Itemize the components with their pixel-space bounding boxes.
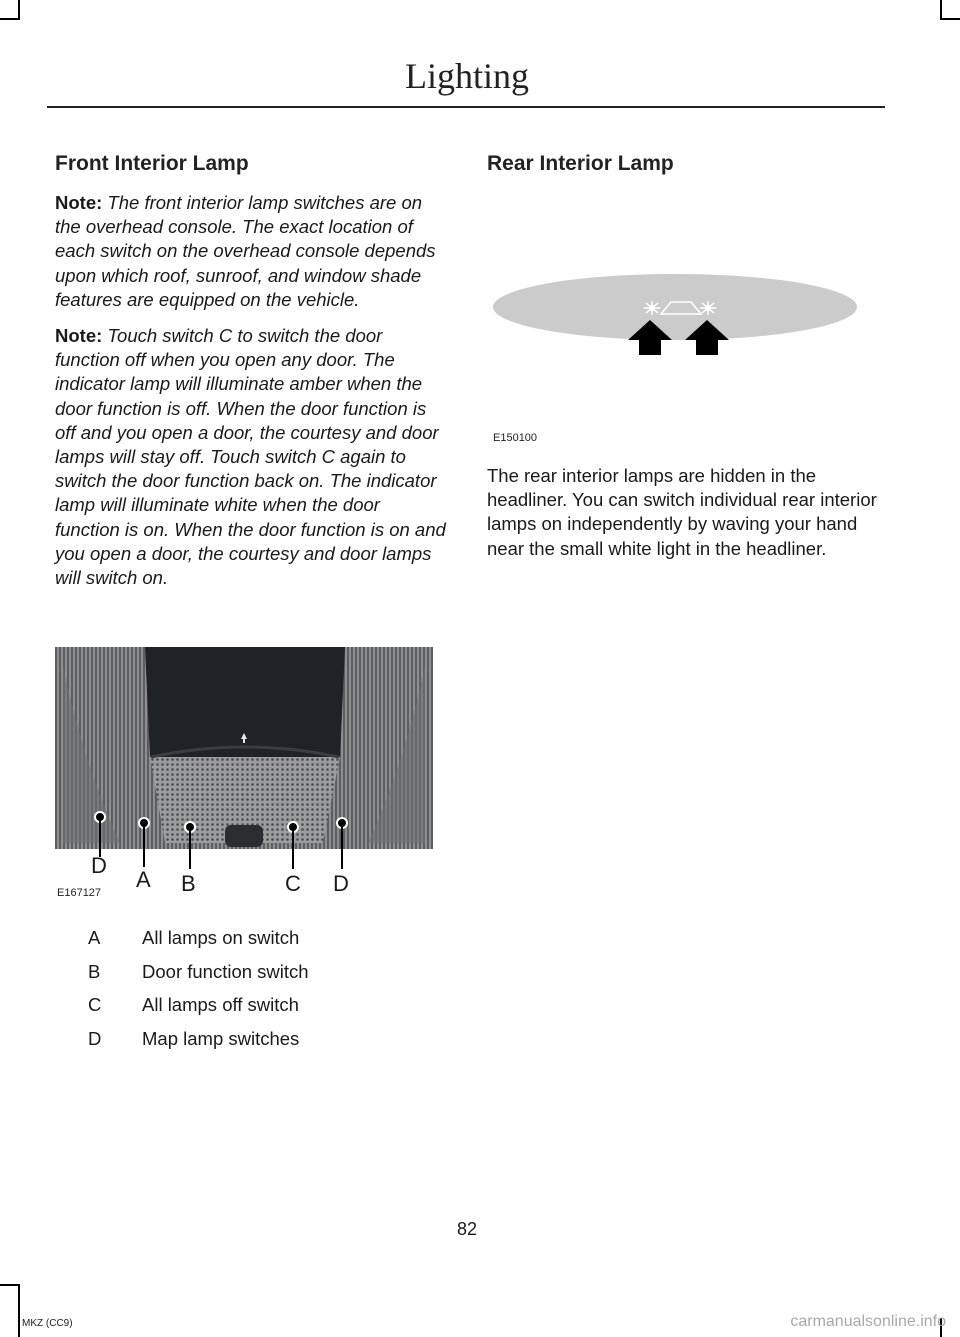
page-title: Lighting [405,56,529,96]
watermark: carmanualsonline.info [790,1313,946,1330]
header-rule [47,106,885,108]
rear-lamp-paragraph: The rear interior lamps are hidden in the headliner. You can switch individual rear interior lamps on independently by waving your hand near the small white light in the headliner. [487,465,877,559]
legend-key: A [88,927,101,948]
front-interior-lamp-section [55,150,448,590]
crop-mark [18,1284,20,1337]
headliner-diagram [487,266,865,396]
crop-mark [0,18,20,20]
overhead-console-figure [55,647,433,909]
legend-desc: Map lamp switches [142,1027,300,1049]
page-number: 82 [456,1219,478,1239]
rear-lamp-figure [487,266,865,450]
note-label: Note: [55,325,103,347]
legend-desc: All lamps on switch [142,927,300,948]
note-text: Touch switch C to switch the door function off when you open any door. The indicator lamp will illuminate amber when the door function is off. When the door function is off and you open a door, the courtesy and door lamps will stay off. Touch switch C again to switch the door function back on. The indicator lamp will illuminate white when the door function is on. When the door function is on and you open a door, the courtesy and door lamps will switch on. [55,325,446,589]
legend-key: B [88,960,101,982]
callout-label-d: D [333,871,349,896]
section-heading: Rear Interior Lamp [487,152,674,175]
legend-key: D [88,1027,102,1049]
legend-desc: All lamps off switch [142,994,299,1015]
legend-desc: Door function switch [142,960,309,982]
legend-row [88,994,448,1028]
note-label: Note: [55,192,103,213]
crop-mark [940,18,960,20]
legend-row [88,927,448,961]
model-code: MKZ (CC9) [22,1318,73,1329]
section-heading: Front Interior Lamp [55,152,249,175]
crop-mark [0,1284,20,1286]
callout-label-a: A [136,867,151,892]
legend-key: C [88,994,102,1015]
rear-interior-lamp-section [487,150,882,178]
overhead-console-photo [55,647,433,909]
note-paragraph [55,191,448,312]
note-paragraph [55,324,448,590]
crop-mark [18,0,20,20]
legend-row [88,1028,448,1062]
callout-label-d: D [91,853,107,878]
legend-row [88,961,448,995]
callout-label-c: C [285,871,301,896]
figure-code: E167127 [57,887,102,899]
callout-label-b: B [181,871,196,896]
note-text: The front interior lamp switches are on the overhead console. The exact location of each switch on the overhead console depends upon which roof, sunroof, and window shade features are equipped on the vehicle. [55,192,436,310]
figure-code: E150100 [493,432,538,444]
figure-legend [88,927,448,1061]
crop-mark [940,0,942,20]
